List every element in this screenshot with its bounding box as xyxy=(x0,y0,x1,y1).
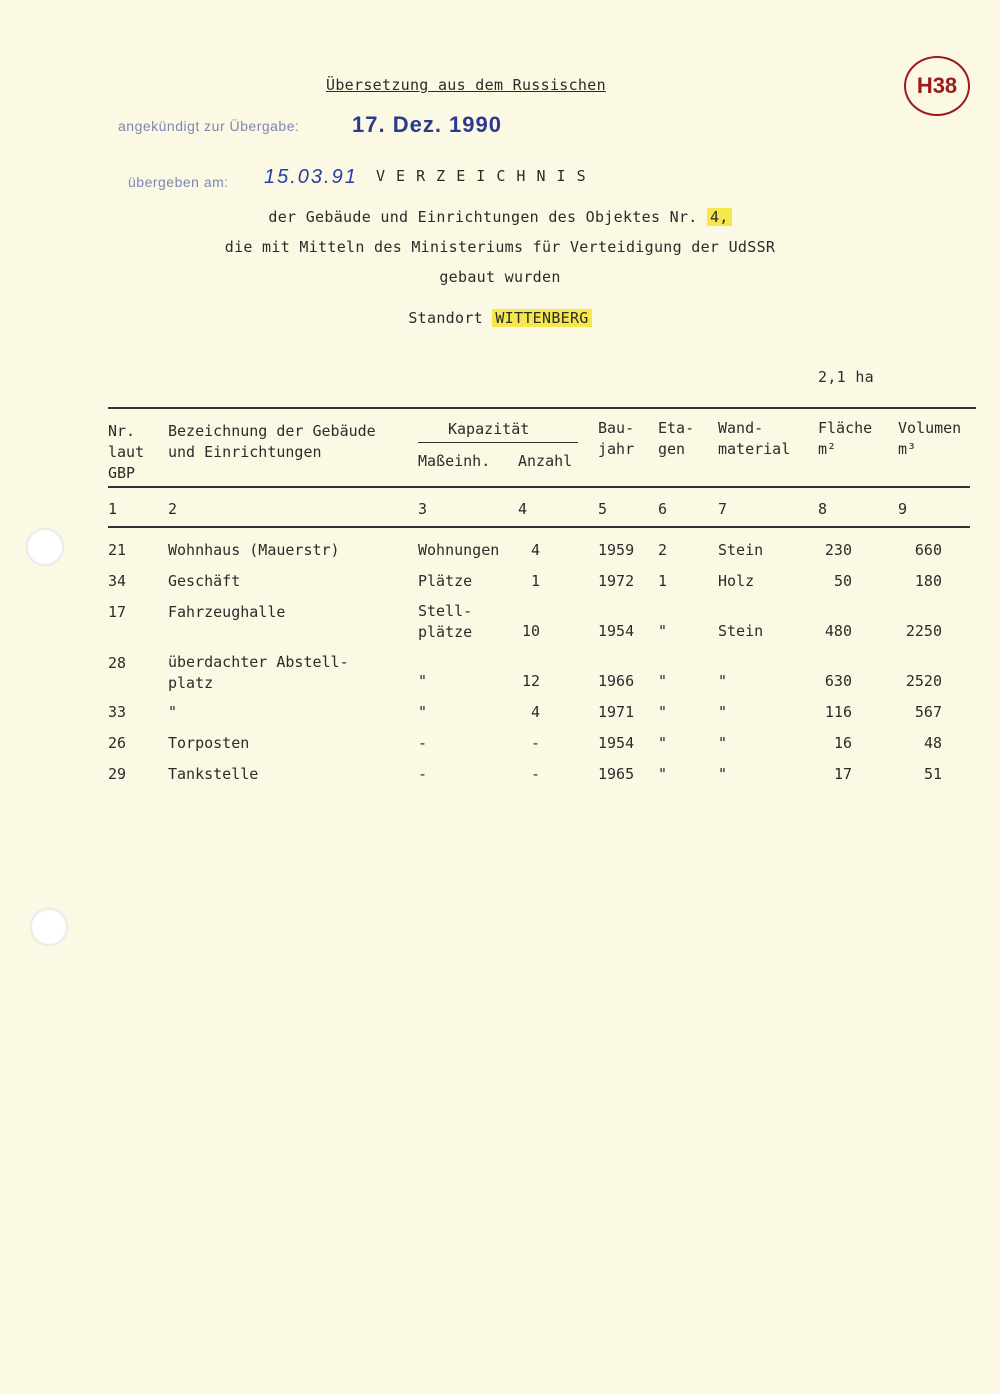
kapazitaet-rule xyxy=(418,442,578,443)
archive-mark-text: H38 xyxy=(916,73,958,98)
row-material: Stein xyxy=(718,622,764,640)
row-area: 230 xyxy=(824,541,852,559)
header-masseinheit: Maßeinh. xyxy=(418,452,491,470)
row-unit: - xyxy=(418,765,428,783)
row-volume: 567 xyxy=(914,703,942,721)
header-nr: Nr. laut GBP xyxy=(108,422,145,482)
header-wandmaterial: Wand- material xyxy=(718,419,791,458)
row-area: 50 xyxy=(833,572,852,590)
row-name: Torposten xyxy=(168,734,250,752)
location-line xyxy=(0,309,1000,327)
header-bezeichnung: Bezeichnung der Gebäude und Einrichtungen xyxy=(168,422,376,461)
col-number-4: 4 xyxy=(518,500,528,518)
col-number-6: 6 xyxy=(658,500,668,518)
header-rule xyxy=(108,486,970,488)
row-floors: " xyxy=(658,622,668,640)
header-anzahl: Anzahl xyxy=(518,452,573,470)
row-area: 116 xyxy=(824,703,852,721)
row-count: 4 xyxy=(530,541,540,559)
row-material: " xyxy=(718,734,728,752)
document-heading: V E R Z E I C H N I S xyxy=(376,167,587,185)
row-area: 16 xyxy=(833,734,852,752)
row-name: Tankstelle xyxy=(168,765,259,783)
row-unit: " xyxy=(418,703,428,721)
row-name: Geschäft xyxy=(168,572,241,590)
row-unit: - xyxy=(418,734,428,752)
row-count: - xyxy=(530,734,540,752)
row-area: 480 xyxy=(824,622,852,640)
row-area: 17 xyxy=(833,765,852,783)
row-material: " xyxy=(718,703,728,721)
row-year: 1971 xyxy=(598,703,635,721)
col-number-rule xyxy=(108,526,970,528)
row-volume: 2250 xyxy=(905,622,942,640)
row-nr: 17 xyxy=(108,603,127,621)
row-floors: " xyxy=(658,734,668,752)
row-volume: 2520 xyxy=(905,672,942,690)
row-nr: 33 xyxy=(108,703,127,721)
row-year: 1972 xyxy=(598,572,635,590)
row-year: 1954 xyxy=(598,622,635,640)
col-number-2: 2 xyxy=(168,500,178,518)
announced-stamp-date: 17. Dez. 1990 xyxy=(352,112,502,137)
announced-stamp-label: angekündigt zur Übergabe: xyxy=(118,118,300,134)
row-nr: 34 xyxy=(108,572,127,590)
translation-title: Übersetzung aus dem Russischen xyxy=(326,76,606,94)
col-number-1: 1 xyxy=(108,500,118,518)
col-number-7: 7 xyxy=(718,500,728,518)
row-count: 12 xyxy=(521,672,540,690)
row-year: 1954 xyxy=(598,734,635,752)
row-floors: 2 xyxy=(658,541,668,559)
row-floors: 1 xyxy=(658,572,668,590)
row-material: Stein xyxy=(718,541,764,559)
heading-line-1 xyxy=(0,208,1000,226)
heading-line-1-text: der Gebäude und Einrichtungen des Objektes Nr. xyxy=(268,208,707,226)
row-floors: " xyxy=(658,765,668,783)
row-floors: " xyxy=(658,703,668,721)
row-name: " xyxy=(168,703,178,721)
object-number: 4, xyxy=(707,208,732,226)
heading-line-2: die mit Mitteln des Ministeriums für Verteidigung der UdSSR xyxy=(224,238,776,256)
row-year: 1965 xyxy=(598,765,635,783)
location-value: WITTENBERG xyxy=(492,309,591,327)
total-area: 2,1 ha xyxy=(818,368,874,386)
col-number-9: 9 xyxy=(898,500,908,518)
row-area: 630 xyxy=(824,672,852,690)
row-count: 4 xyxy=(530,703,540,721)
punch-hole-top xyxy=(26,528,64,566)
row-volume: 660 xyxy=(914,541,942,559)
row-name: überdachter Abstell- platz xyxy=(168,653,349,692)
location-label: Standort xyxy=(408,309,493,327)
row-volume: 180 xyxy=(914,572,942,590)
archive-mark-badge xyxy=(904,56,970,116)
row-floors: " xyxy=(658,672,668,690)
row-material: " xyxy=(718,765,728,783)
row-name: Wohnhaus (Mauerstr) xyxy=(168,541,340,559)
handed-stamp-label: übergeben am: xyxy=(128,174,229,190)
row-material: " xyxy=(718,672,728,690)
row-count: - xyxy=(530,765,540,783)
row-unit: " xyxy=(418,672,428,690)
row-nr: 29 xyxy=(108,765,127,783)
row-nr: 28 xyxy=(108,654,127,672)
row-count: 1 xyxy=(530,572,540,590)
row-unit: Plätze xyxy=(418,572,473,590)
row-year: 1966 xyxy=(598,672,635,690)
heading-line-3: gebaut wurden xyxy=(439,268,561,286)
table-top-rule xyxy=(108,407,976,409)
row-nr: 26 xyxy=(108,734,127,752)
col-number-8: 8 xyxy=(818,500,828,518)
header-volumen: Volumen m³ xyxy=(898,419,962,458)
col-number-3: 3 xyxy=(418,500,428,518)
row-volume: 48 xyxy=(923,734,942,752)
header-flaeche: Fläche m² xyxy=(818,419,873,458)
header-baujahr: Bau- jahr xyxy=(598,419,635,458)
header-etagen: Eta- gen xyxy=(658,419,695,458)
col-number-5: 5 xyxy=(598,500,608,518)
row-unit: Wohnungen xyxy=(418,541,500,559)
row-unit: Stell- plätze xyxy=(418,602,473,641)
row-material: Holz xyxy=(718,572,755,590)
row-volume: 51 xyxy=(923,765,942,783)
header-kapazitaet: Kapazität xyxy=(448,420,530,438)
row-count: 10 xyxy=(521,622,540,640)
row-nr: 21 xyxy=(108,541,127,559)
row-name: Fahrzeughalle xyxy=(168,603,286,621)
row-year: 1959 xyxy=(598,541,635,559)
punch-hole-bottom xyxy=(30,908,68,946)
handed-date-handwritten: 15.03.91 xyxy=(264,166,358,188)
